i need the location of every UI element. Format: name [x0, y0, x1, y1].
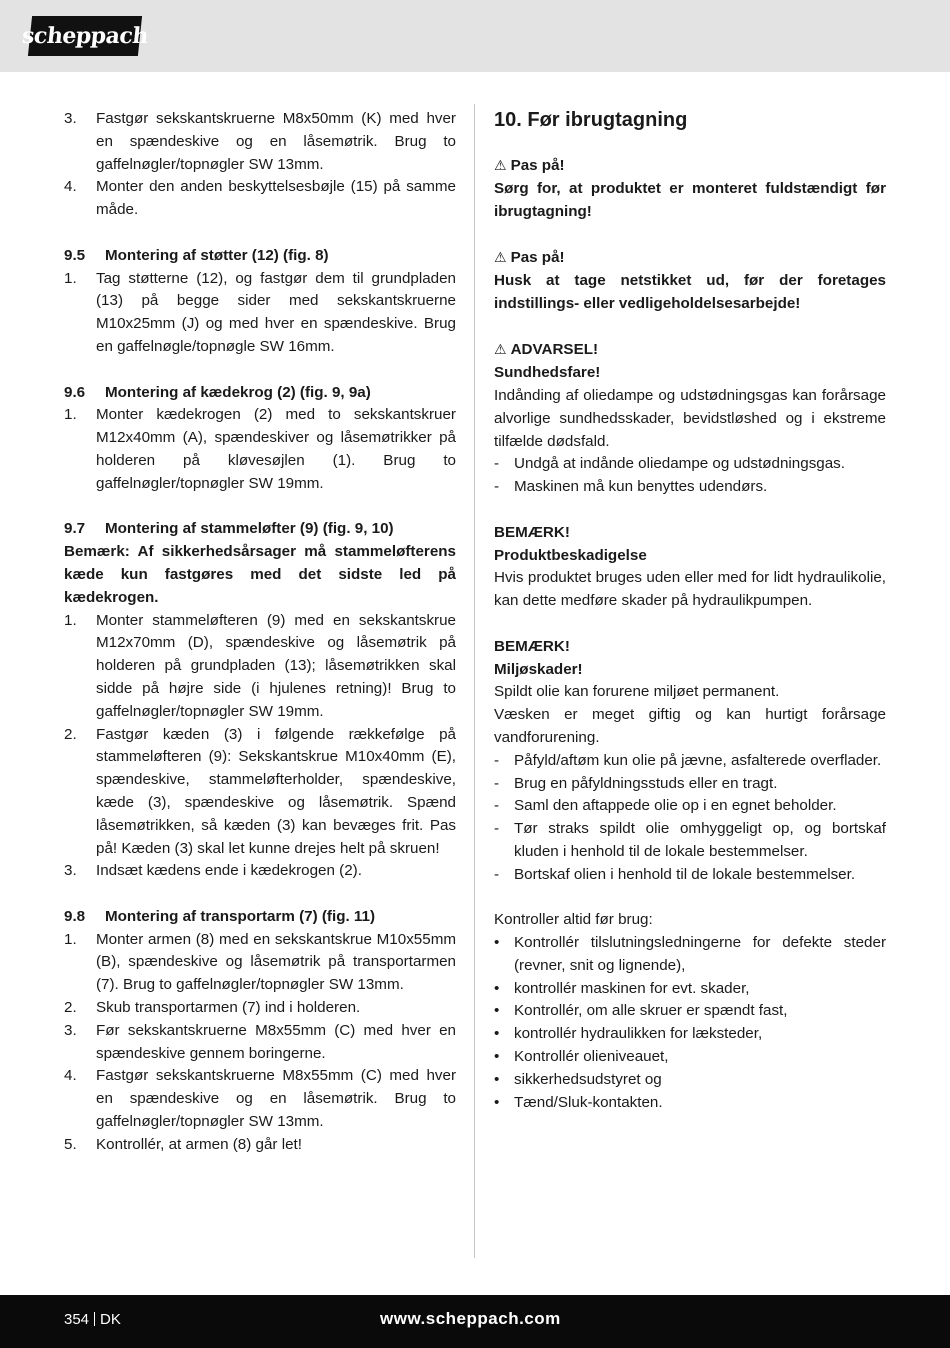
bullet-item: • kontrollér maskinen for evt. skader, [494, 979, 750, 997]
warning-triangle-icon: ⚠ [494, 341, 507, 358]
list-item: 5. Kontrollér, at armen (8) går let! [64, 1135, 302, 1153]
section-heading-9-5: 9.5 Montering af støtter (12) (fig. 8) [64, 246, 329, 264]
left-column [64, 108, 456, 1157]
list-item: 3. Fastgør sekskantskruerne M8x50mm (K) med hver en spændeskive og en låsemøtrik. Brug to gaffelnøgler/topnøgler SW 13mm. [64, 110, 456, 173]
note-subtitle: Miljøskader! [494, 660, 583, 678]
note-label: BEMÆRK! [494, 523, 570, 541]
note-label: BEMÆRK! [494, 637, 570, 655]
list-item: 1. Tag støtterne (12), og fastgør dem til grundpladen (13) på begge sider med sekskantskruerne M10x25mm (J) og med hver en spændeskive. Brug en gaffelnøgle/topnøgle SW 16mm. [64, 269, 456, 355]
note-text: Hvis produktet bruges uden eller med for lidt hydraulikolie, kan dette medføre skader på hydraulikpumpen. [494, 569, 886, 610]
dash-item: - Brug en påfyldningsstuds eller en tragt. [494, 774, 778, 792]
list-item: 4. Fastgør sekskantskruerne M8x55mm (C) med hver en spændeskive og en låsemøtrik. Brug to gaffelnøgler/topnøgler SW 13mm. [64, 1067, 456, 1131]
footer-bar [0, 1295, 950, 1348]
safety-note: Bemærk: Af sikkerhedsårsager må stammeløfterens kæde kun fastgøres med det sidste led på kædekrogen. [64, 543, 456, 606]
right-column [494, 108, 886, 1114]
website-url: www.scheppach.com [380, 1309, 561, 1328]
note-subtitle: Produktbeskadigelse [494, 546, 647, 564]
section-heading-9-6: 9.6 Montering af kædekrog (2) (fig. 9, 9a) [64, 383, 371, 401]
list-item: 2. Fastgør kæden (3) i følgende rækkefølge på stammeløfteren (9): Sekskantskrue M10x40mm (E), spændeskive, stammeløfterholder, spændeskive, kæde (3), spændeskive og låsemøtrik. Spænd låsemøtrikken, så kæden (3) kan bevæges frit. Pas på! Kæden (3) skal let kunne drejes helt på skruen! [64, 725, 456, 857]
header-bar [0, 0, 950, 72]
warning-label: ⚠ Pas på! [494, 249, 565, 267]
bullet-item: • Kontrollér, om alle skruer er spændt fast, [494, 1002, 788, 1020]
list-item: 3. Indsæt kædens ende i kædekrogen (2). [64, 862, 362, 880]
dash-item: - Maskinen må kun benyttes udendørs. [494, 478, 768, 496]
dash-item: - Påfyld/aftøm kun olie på jævne, asfalterede overflader. [494, 751, 882, 769]
chapter-title: 10. Før ibrugtagning [494, 109, 688, 131]
list-item: 2. Skub transportarmen (7) ind i holderen. [64, 999, 361, 1017]
scheppach-logo: scheppach [28, 16, 142, 56]
bullet-item: • Tænd/Sluk-kontakten. [494, 1093, 663, 1111]
warning-label: ⚠ Pas på! [494, 157, 565, 174]
warning-triangle-icon: ⚠ [494, 249, 507, 266]
list-item: 1. Monter armen (8) med en sekskantskrue M10x55mm (B), spændeskive og låsemøtrik på transportarmen (7). Brug to gaffelnøgler/topnøgler SW 13mm. [64, 930, 456, 994]
list-item: 3. Før sekskantskruerne M8x55mm (C) med hver en spændeskive gennem boringerne. [64, 1021, 456, 1062]
dash-item: - Bortskaf olien i henhold til de lokale bestemmelser. [494, 865, 856, 883]
warning-text: Indånding af oliedampe og udstødningsgas kan forårsage alvorlige sundhedsskader, bevidstløshed og i ekstreme tilfælde dødsfald. [494, 386, 886, 450]
warning-text: Sørg for, at produktet er monteret fuldstændigt før ibrugtagning! [494, 179, 886, 220]
list-item: 1. Monter stammeløfteren (9) med en sekskantskrue M12x70mm (D), spændeskive og låsemøtrik på holderen på grundpladen (13); låsemøtrikken skal sidde på højre side (i hjulenes retning)! Brug to gaffelnøgler/topnøgler SW 19mm. [64, 611, 456, 720]
section-heading-9-8: 9.8 Montering af transportarm (7) (fig. 11) [64, 907, 376, 925]
column-divider [474, 104, 475, 1258]
page-number: 354 DK [64, 1311, 121, 1328]
note-text: Væsken er meget giftig og kan hurtigt forårsage vandforurening. [494, 706, 886, 746]
bullet-item: • kontrollér hydraulikken for læksteder, [494, 1025, 763, 1043]
list-item: 1. Monter kædekrogen (2) med to sekskantskruer M12x40mm (A), spændeskiver og låsemøtrikker på holderen på kløvesøjlen (1). Brug to gaffelnøgler/topnøgler SW 19mm. [64, 406, 456, 492]
warning-text: Husk at tage netstikket ud, før der foretages indstillings- eller vedligeholdelsesarbejde! [494, 271, 886, 312]
warning-triangle-icon: ⚠ [494, 157, 507, 173]
note-text: Spildt olie kan forurene miljøet permanent. [494, 683, 780, 701]
warning-label: ⚠ ADVARSEL! [494, 341, 599, 359]
checklist-intro: Kontroller altid før brug: [494, 911, 653, 929]
list-item: 4. Monter den anden beskyttelsesbøjle (15) på samme måde. [64, 178, 456, 219]
section-heading-9-7: 9.7 Montering af stammeløfter (9) (fig. 9, 10) [64, 520, 394, 538]
bullet-item: • Kontrollér olieniveauet, [494, 1048, 669, 1066]
bullet-item: • sikkerhedsudstyret og [494, 1070, 662, 1088]
warning-subtitle: Sundhedsfare! [494, 364, 601, 382]
bullet-item: • Kontrollér tilslutningsledningerne for defekte steder (revner, snit og lignende), [494, 934, 886, 974]
dash-item: - Undgå at indånde oliedampe og udstødningsgas. [494, 455, 845, 473]
dash-item: - Saml den aftappede olie op i en egnet beholder. [494, 797, 837, 815]
dash-item: - Tør straks spildt olie omhyggeligt op, og bortskaf kluden i henhold til de lokale bestemmelser. [494, 820, 886, 860]
